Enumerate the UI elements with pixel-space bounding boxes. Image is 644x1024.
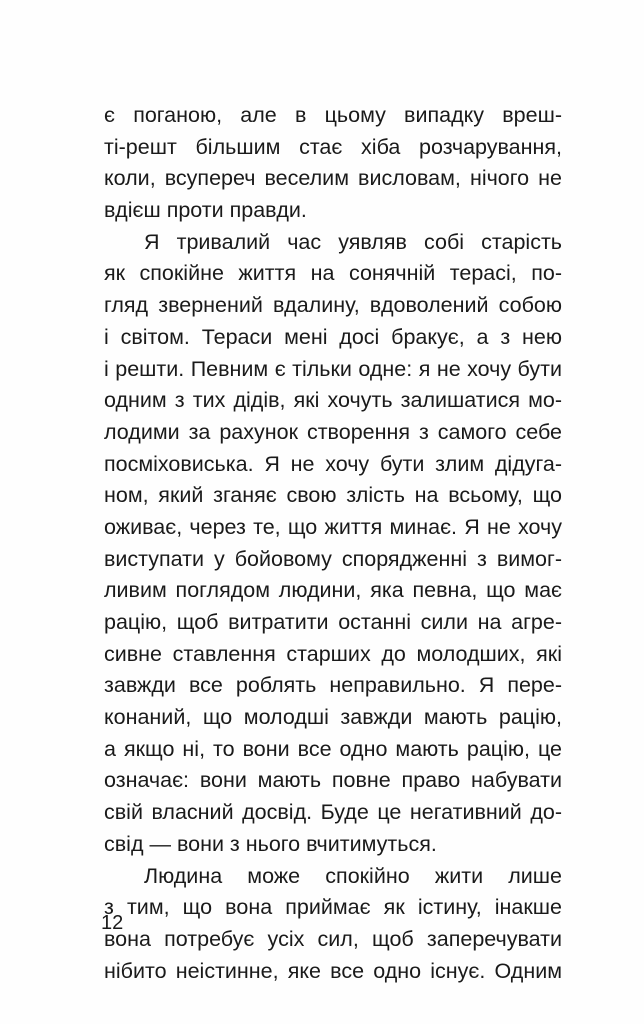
text-line: нібито неістинне, яке все одно існує. Одним <box>104 958 562 983</box>
text-line: є поганою, але в цьому випадку вреш- <box>104 103 562 127</box>
text-line: Людина може спокійно жити лише <box>144 863 562 888</box>
text-line: завжди все роблять неправильно. Я пере- <box>104 673 562 698</box>
text-line: з тим, що вона приймає як істину, інакше <box>104 895 562 920</box>
text-line: сивне ставлення старших до молодших, які <box>104 641 562 666</box>
text-line: посміховиська. Я не хочу бути злим дідуга- <box>104 451 562 476</box>
body-text <box>104 100 562 987</box>
text-line: Я тривалий час уявляв собі старість <box>144 229 562 254</box>
text-line: одним з тих дідів, які хочуть залишатися мо- <box>104 388 562 413</box>
text-line: коли, всупереч веселим висловам, нічого не <box>104 166 562 191</box>
page-number: 12 <box>101 912 124 934</box>
text-line: конаний, що молодші завжди мають рацію, <box>104 705 562 730</box>
text-line: означає: вони мають повне право набувати <box>104 768 562 793</box>
text-line: рацію, щоб витратити останні сили на агре- <box>104 610 562 634</box>
text-line: виступати у бойовому спорядженні з вимог- <box>104 546 562 571</box>
text-line: гляд звернений вдалину, вдоволений собою <box>104 293 562 318</box>
text-line: і решти. Певним є тільки одне: я не хочу бути <box>104 356 562 381</box>
text-line: вдієш проти правди. <box>104 198 307 223</box>
text-line: свід — вони з нього вчитимуться. <box>104 831 437 856</box>
text-line: як спокійне життя на сонячній терасі, по- <box>104 261 562 286</box>
text-line: ливим поглядом людини, яка певна, що має <box>104 578 562 603</box>
text-line: оживає, через те, що життя минає. Я не хочу <box>104 514 562 539</box>
text-line: і світом. Тераси мені досі бракує, а з нею <box>104 324 562 349</box>
text-line: вона потребує усіх сил, щоб заперечувати <box>104 926 562 951</box>
text-line: свій власний досвід. Буде це негативний до- <box>104 800 562 825</box>
text-line: ті-решт більшим стає хіба розчарування, <box>104 134 562 159</box>
text-line: ном, який зганяє свою злість на всьому, що <box>104 483 562 508</box>
text-line: а якщо ні, то вони все одно мають рацію, це <box>104 736 562 761</box>
text-line: лодими за рахунок створення з самого себе <box>104 419 562 444</box>
